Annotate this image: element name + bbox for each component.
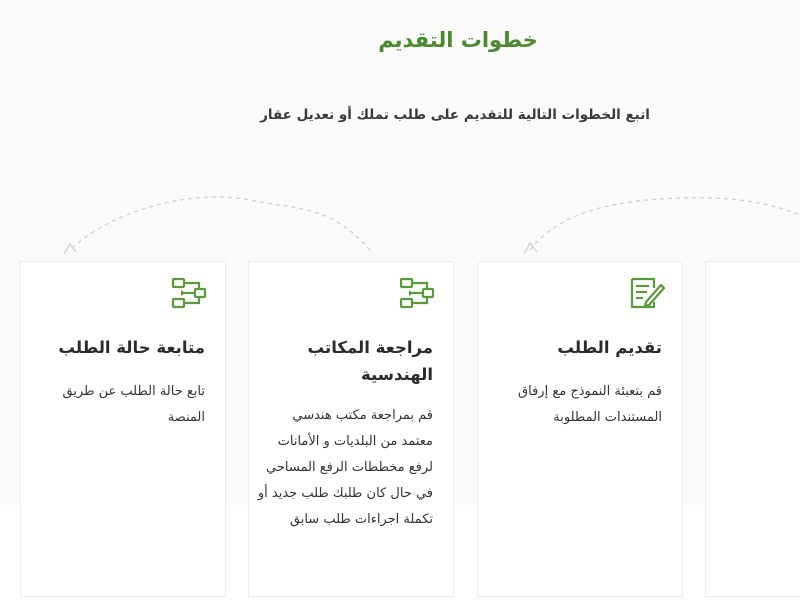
step-card-track-request	[20, 261, 226, 597]
step-title: متابعة حالة الطلب	[58, 338, 205, 357]
step-title: مراجعة المكاتب الهندسية	[307, 338, 433, 384]
section-title: خطوات التقديم	[378, 28, 538, 52]
step-description: قم بمراجعة مكتب هندسي معتمد من البلديات و الأمانات لرفع مخططات الرفع المساحي في حال كان طلبك طلب جديد أو تكملة اجراءات طلب سابق	[257, 408, 433, 527]
flow-chart-icon	[169, 276, 209, 310]
edit-document-icon	[626, 276, 666, 310]
section-subtitle: اتبع الخطوات التالية للتقديم على طلب تملك أو تعديل عقار	[260, 107, 650, 123]
step-description: تابع حالة الطلب عن طريق المنصة	[62, 384, 205, 425]
step-card-partial	[705, 261, 800, 597]
step-card-submit-request	[477, 261, 683, 597]
flow-chart-icon	[397, 276, 437, 310]
step-title: تقديم الطلب	[557, 338, 662, 357]
step-card-engineering-office	[248, 261, 454, 597]
step-description	[716, 379, 800, 405]
step-description: قم بتعبئة النموذج مع إرفاق المستندات المطلوبة	[518, 384, 662, 425]
